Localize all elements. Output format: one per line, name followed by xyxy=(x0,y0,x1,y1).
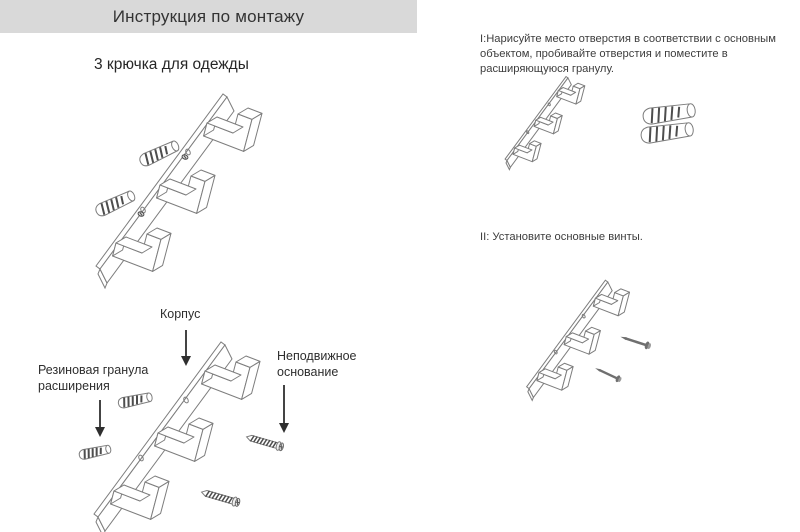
down-arrow-icon xyxy=(279,385,289,433)
expansion-anchor-icon xyxy=(117,392,153,409)
expansion-anchor-icon xyxy=(642,102,696,125)
hook-rail-overview-diagram xyxy=(85,88,300,300)
label-korpus: Корпус xyxy=(160,307,201,321)
expansion-anchor-icon xyxy=(640,121,694,144)
expansion-anchor-icon xyxy=(78,444,111,460)
step-1-diagram xyxy=(495,70,710,205)
step-1-text: I:Нарисуйте место отверстия в соответствии с основным объектом, пробивайте отверстия и поместите в расширяющуюся гранулу. xyxy=(480,33,776,75)
threaded-screw-icon xyxy=(200,488,240,508)
product-subtitle: 3 крючка для одежды xyxy=(94,56,249,73)
label-rubber-granule: Резиновая гранула расширения xyxy=(38,363,149,393)
mounting-screw-icon xyxy=(594,365,623,384)
label-fixed-base: Неподвижное основание xyxy=(277,349,357,379)
hook-rail-icon xyxy=(96,94,262,288)
down-arrow-icon xyxy=(181,330,191,366)
threaded-screw-icon xyxy=(245,433,284,452)
hook-rail-icon xyxy=(505,77,585,170)
expansion-anchor-icon xyxy=(94,189,137,218)
step-2-diagram xyxy=(505,265,705,415)
header-bar xyxy=(0,0,417,33)
down-arrow-icon xyxy=(95,400,105,437)
mounting-screw-icon xyxy=(619,333,652,350)
step-2-text: II: Установите основные винты. xyxy=(480,231,643,243)
parts-exploded-diagram xyxy=(25,300,375,532)
page-title: Инструкция по монтажу xyxy=(112,6,305,26)
hook-rail-icon xyxy=(527,280,630,400)
